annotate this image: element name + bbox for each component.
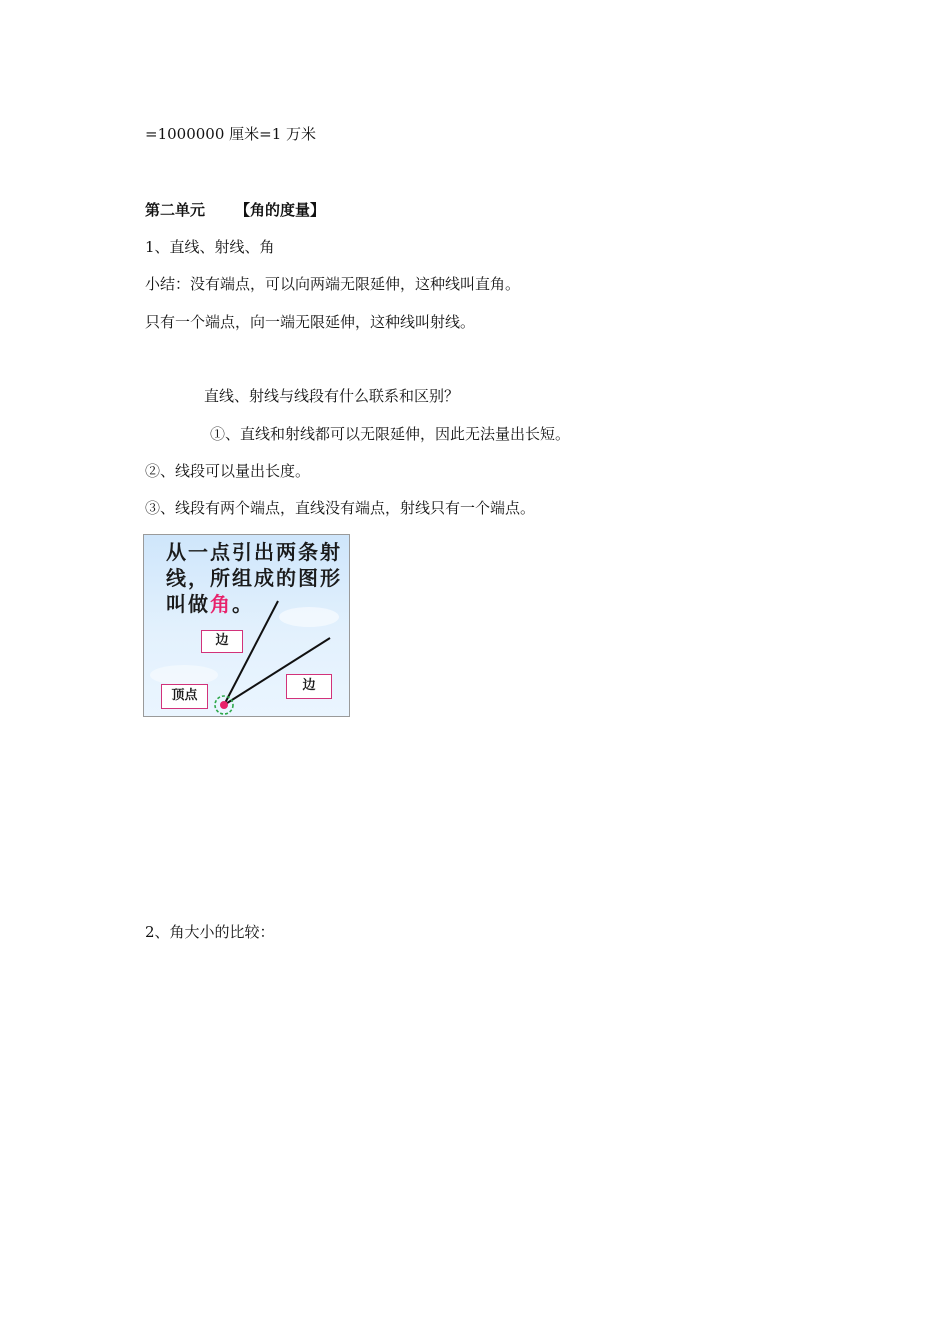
definition-line-3: [166, 591, 342, 617]
question-line: 直线、射线与线段有什么联系和区别？: [204, 387, 460, 405]
section-heading-lines: 1、直线、射线、角: [145, 238, 275, 256]
text-line-unit-conversion: =1000000 厘米=1 万米: [145, 125, 317, 143]
unit-topic: 【角的度量】: [235, 201, 326, 219]
definition-suffix: 。: [232, 592, 254, 616]
unit-title: 第二单元: [145, 201, 206, 219]
label-vertex: 顶点: [161, 684, 208, 709]
definition-text: [166, 539, 342, 617]
angle-illustration: [143, 534, 350, 717]
definition-prefix: 叫做: [166, 592, 210, 616]
summary-line: 小结：没有端点，可以向两端无限延伸，这种线叫直角。: [145, 275, 521, 293]
unit-heading: [145, 200, 325, 220]
highlighted-term: 角: [210, 592, 232, 616]
definition-line-2: 线，所组成的图形: [166, 566, 342, 590]
vertex-dot: [220, 701, 228, 709]
label-side-top: 边: [201, 630, 243, 653]
answer-line-2: ②、线段可以量出长度。: [145, 462, 311, 480]
cloud-shape: [150, 665, 218, 685]
answer-line-3: ③、线段有两个端点，直线没有端点，射线只有一个端点。: [145, 499, 536, 517]
definition-line-1: 从一点引出两条射: [166, 540, 342, 564]
ray-definition-line: 只有一个端点，向一端无限延伸，这种线叫射线。: [145, 313, 476, 331]
answer-line-1: ①、直线和射线都可以无限延伸，因此无法量出长短。: [210, 425, 571, 443]
section-heading-compare: 2、角大小的比较：: [145, 923, 275, 941]
label-side-right: 边: [286, 674, 332, 699]
